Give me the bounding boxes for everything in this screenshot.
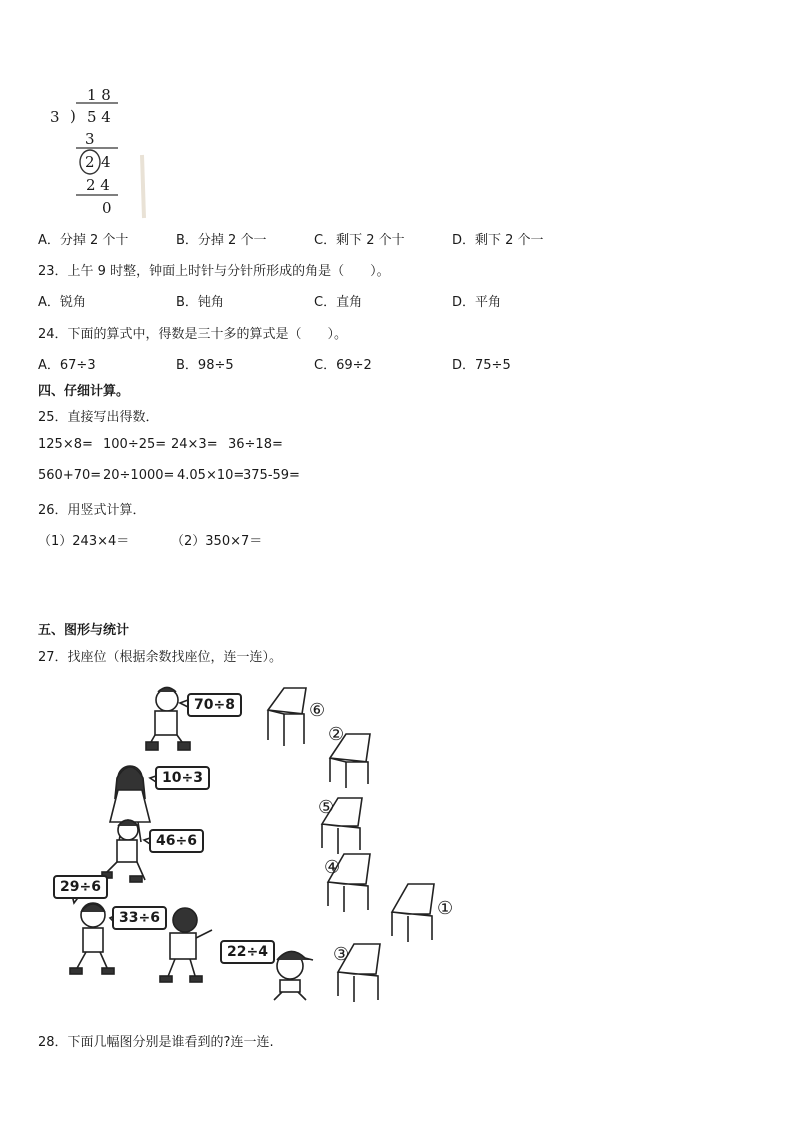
q22-option-d[interactable]: D．剩下 2 个一 — [452, 233, 544, 248]
q27-question: 27．找座位（根据余数找座位，连一连）。 — [38, 650, 283, 665]
q25-row2-item4: 375-59= — [243, 468, 300, 483]
q24-option-d[interactable]: D．75÷5 — [452, 358, 511, 373]
child-figure-6 — [274, 951, 313, 1000]
q25-row2-item2: 20÷1000= — [103, 468, 175, 483]
division-dividend: 5 4 — [87, 108, 111, 126]
q25-row1-item2: 100÷25= — [103, 437, 167, 452]
seat-label-6[interactable]: ⑥ — [309, 700, 326, 721]
section-4-heading: 四、仔细计算。 — [38, 384, 130, 399]
kid-bubble-2[interactable]: 10÷3 — [155, 766, 210, 790]
kid-bubble-5[interactable]: 33÷6 — [112, 906, 167, 930]
q25-question: 25．直接写出得数． — [38, 410, 159, 425]
division-final: 0 — [102, 199, 112, 217]
q23-option-a[interactable]: A．锐角 — [38, 295, 86, 310]
seat-label-5[interactable]: ⑤ — [318, 797, 335, 818]
q25-row1-item3: 24×3= — [171, 437, 218, 452]
q24-option-c[interactable]: C．69÷2 — [314, 358, 372, 373]
child-figure-4 — [70, 903, 114, 974]
seat-label-2[interactable]: ② — [328, 724, 345, 745]
seat-label-3[interactable]: ③ — [333, 944, 350, 965]
division-remainder-circled: 2 — [85, 153, 95, 171]
kid-bubble-6[interactable]: 22÷4 — [220, 940, 275, 964]
seat-label-4[interactable]: ④ — [324, 857, 341, 878]
q26-item2: （2）350×7＝ — [171, 534, 263, 549]
q25-row1-item1: 125×8= — [38, 437, 93, 452]
division-step2: 2 4 — [86, 176, 110, 194]
q28-question: 28．下面几幅图分别是谁看到的?连一连. — [38, 1035, 274, 1050]
q23-option-c[interactable]: C．直角 — [314, 295, 363, 310]
division-step1: 3 — [85, 130, 95, 148]
seat-label-1[interactable]: ① — [437, 898, 454, 919]
q23-question: 23．上午 9 时整，钟面上时针与分针所形成的角是（ ）。 — [38, 264, 390, 279]
section-5-heading: 五、图形与统计 — [38, 623, 130, 638]
kid-bubble-3[interactable]: 46÷6 — [149, 829, 204, 853]
division-remainder-rest: 4 — [101, 153, 111, 171]
division-quotient: 1 8 — [87, 86, 111, 104]
q26-question: 26．用竖式计算． — [38, 503, 146, 518]
q23-option-d[interactable]: D．平角 — [452, 295, 502, 310]
q22-option-c[interactable]: C．剩下 2 个十 — [314, 233, 405, 248]
q24-option-b[interactable]: B．98÷5 — [176, 358, 234, 373]
chair-1 — [392, 884, 434, 942]
q25-row1-item4: 36÷18= — [228, 437, 283, 452]
chair-6 — [268, 688, 306, 746]
q24-question: 24．下面的算式中，得数是三十多的算式是（ ）。 — [38, 327, 348, 342]
q25-row2-item1: 560+70= — [38, 468, 102, 483]
division-bracket: ) — [70, 107, 76, 125]
division-divisor: 3 — [50, 108, 60, 126]
kid-bubble-1[interactable]: 70÷8 — [187, 693, 242, 717]
q23-option-b[interactable]: B．钝角 — [176, 295, 224, 310]
kid-bubble-4[interactable]: 29÷6 — [53, 875, 108, 899]
q22-option-b[interactable]: B．分掉 2 个一 — [176, 233, 267, 248]
q24-option-a[interactable]: A．67÷3 — [38, 358, 96, 373]
q26-item1: （1）243×4＝ — [38, 534, 130, 549]
child-figure-5 — [160, 908, 212, 982]
child-figure-1 — [146, 688, 190, 751]
q22-option-a[interactable]: A．分掉 2 个十 — [38, 233, 129, 248]
child-figure-3 — [102, 820, 145, 882]
q25-row2-item3: 4.05×10= — [177, 468, 245, 483]
